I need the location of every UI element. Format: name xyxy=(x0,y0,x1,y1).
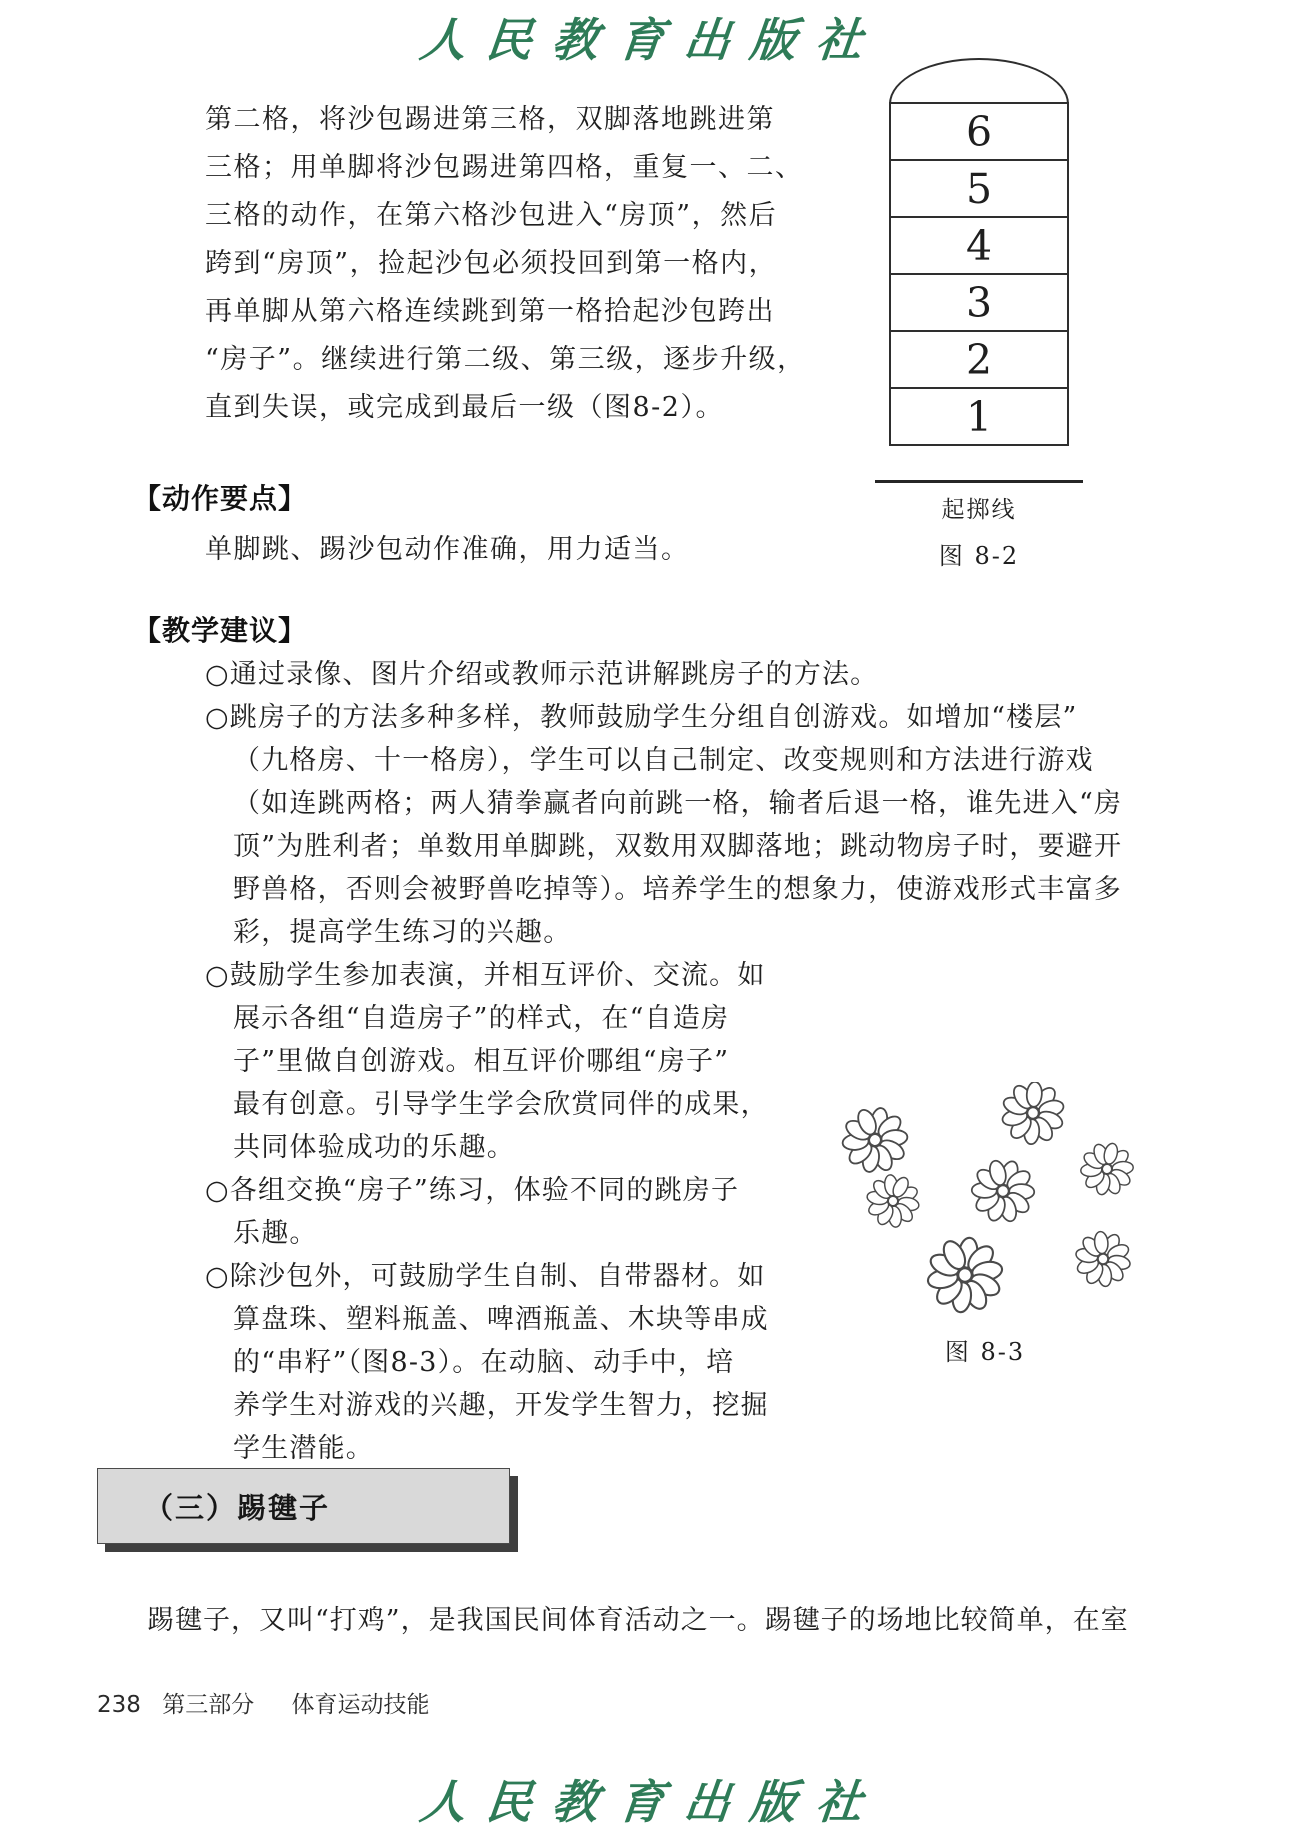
strung-beads-illustration xyxy=(835,1082,1135,1326)
text-line: 1 xyxy=(889,387,1069,446)
text-line: 展示各组“自造房子”的样式，在“自造房 xyxy=(233,1003,730,1034)
text-line: 子”里做自创游戏。相互评价哪组“房子” xyxy=(233,1046,730,1077)
page-footer xyxy=(97,1686,444,1719)
text-line: 乐趣。 xyxy=(233,1218,318,1249)
text-line: 6 xyxy=(889,102,1069,161)
text-line: 3 xyxy=(889,273,1069,332)
text-line: 三格的动作，在第六格沙包进入“房顶”，然后 xyxy=(205,200,778,231)
throw-line-label: 起掷线 xyxy=(941,497,1017,523)
text-line: 学生潜能。 xyxy=(233,1433,374,1464)
publisher-logo-bottom: 人民教育出版社 xyxy=(417,1775,886,1829)
closing-paragraph: 踢毽子，又叫“打鸡”，是我国民间体育活动之一。踢毽子的场地比较简单，在室 xyxy=(147,1605,1129,1636)
publisher-logo-top: 人民教育出版社 xyxy=(417,13,886,67)
figure-8-2 xyxy=(889,58,1069,571)
page-number: 238 xyxy=(97,1692,141,1718)
text-line: （九格房、十一格房），学生可以自己制定、改变规则和方法进行游戏 xyxy=(233,745,1094,776)
footer-part: 第三部分 xyxy=(162,1692,255,1718)
text-line: 跨到“房顶”，捡起沙包必须投回到第一格内， xyxy=(205,248,778,279)
text-line: ○各组交换“房子”练习，体验不同的跳房子 xyxy=(205,1175,740,1206)
text-line: 最有创意。引导学生学会欣赏同伴的成果， xyxy=(233,1089,769,1120)
figure-8-3-caption: 图 8-3 xyxy=(944,1338,1026,1366)
text-line: ○跳房子的方法多种多样，教师鼓励学生分组自创游戏。如增加“楼层” xyxy=(205,702,1078,733)
text-line: 共同体验成功的乐趣。 xyxy=(233,1132,515,1163)
text-line: 再单脚从第六格连续跳到第一格拾起沙包跨出 xyxy=(205,296,775,327)
text-line: 5 xyxy=(889,159,1069,218)
action-points-heading: 【动作要点】 xyxy=(133,482,308,515)
text-line: 4 xyxy=(889,216,1069,275)
text-line: ○鼓励学生参加表演，并相互评价、交流。如 xyxy=(205,960,766,991)
text-line: 算盘珠、塑料瓶盖、啤酒瓶盖、木块等串成 xyxy=(233,1304,769,1335)
text-line: （如连跳两格；两人猜拳赢者向前跳一格，输者后退一格，谁先进入“房 xyxy=(233,788,1123,819)
text-line: 野兽格，否则会被野兽吃掉等）。培养学生的想象力，使游戏形式丰富多 xyxy=(233,874,1122,905)
text-line: 直到失误，或完成到最后一级（图8-2）。 xyxy=(205,392,724,423)
list-item xyxy=(205,653,1122,696)
text-line: 2 xyxy=(889,330,1069,389)
figure-8-2-caption: 图 8-2 xyxy=(938,542,1020,570)
text-line: 第二格，将沙包踢进第三格，双脚落地跳进第 xyxy=(205,104,775,135)
section-title: （三）踢毽子 xyxy=(144,1490,331,1525)
figure-8-3 xyxy=(835,1082,1135,1367)
text-line: 养学生对游戏的兴趣，开发学生智力，挖掘 xyxy=(233,1390,769,1421)
list-item xyxy=(205,696,1122,954)
footer-section: 体育运动技能 xyxy=(291,1692,430,1718)
action-points-text: 单脚跳、踢沙包动作准确，用力适当。 xyxy=(205,534,690,565)
section-heading-box xyxy=(97,1468,510,1544)
intro-paragraph xyxy=(205,96,806,432)
hopscotch-roof-arc xyxy=(889,58,1069,104)
hopscotch-grid xyxy=(889,102,1069,446)
text-line: ○通过录像、图片介绍或教师示范讲解跳房子的方法。 xyxy=(205,659,879,690)
text-line: ○除沙包外，可鼓励学生自制、自带器材。如 xyxy=(205,1261,766,1292)
text-line: 顶”为胜利者；单数用单脚跳，双数用双脚落地；跳动物房子时，要避开 xyxy=(233,831,1123,862)
text-line: 三格；用单脚将沙包踢进第四格，重复一、二、 xyxy=(205,152,804,183)
text-line: 的“串籽”（图8-3）。在动脑、动手中，培 xyxy=(233,1347,735,1378)
teaching-suggestions-heading: 【教学建议】 xyxy=(133,614,308,647)
throw-line xyxy=(875,480,1083,483)
text-line: “房子”。继续进行第二级、第三级，逐步升级， xyxy=(205,344,806,375)
text-line: 彩，提高学生练习的兴趣。 xyxy=(233,917,572,948)
